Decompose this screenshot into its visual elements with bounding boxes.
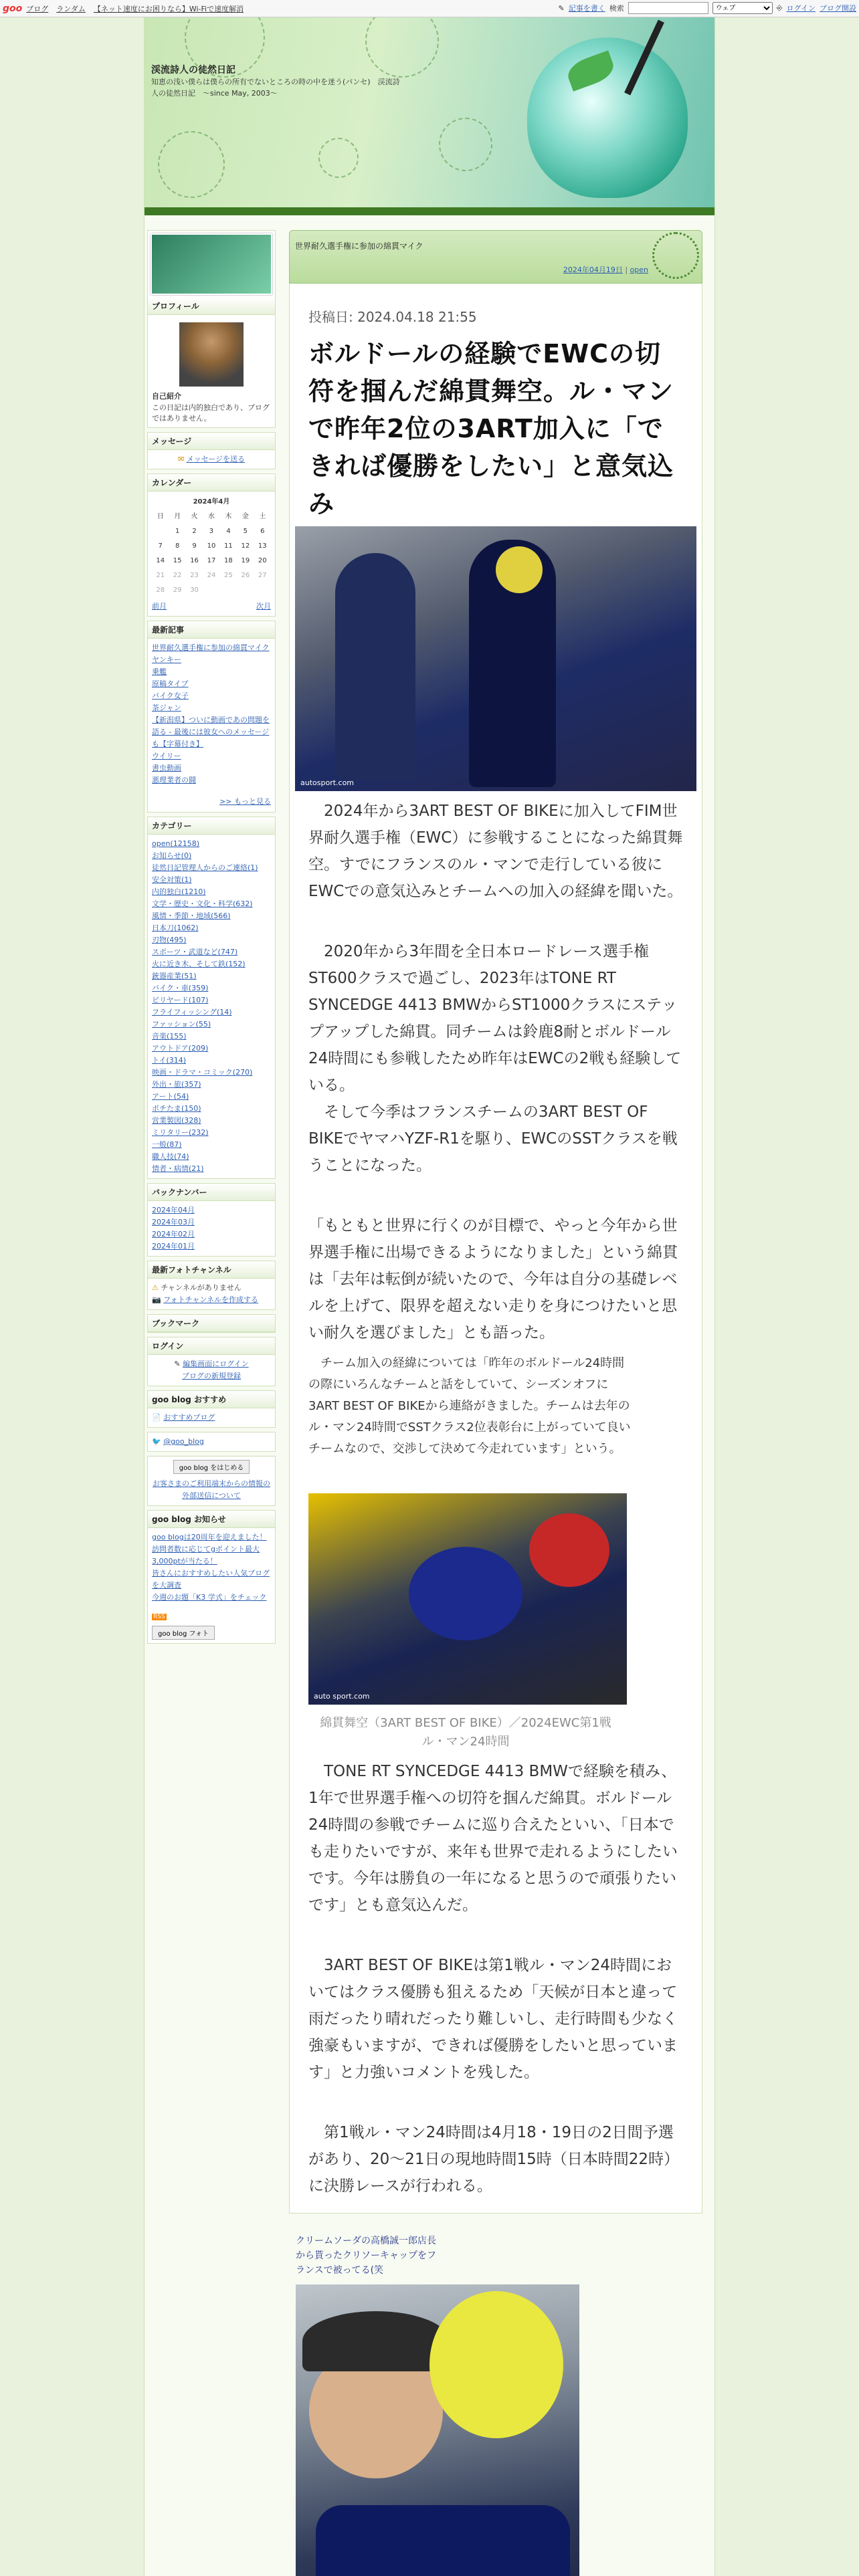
sidebar [147, 230, 276, 1648]
category-link[interactable]: 音楽(155) [152, 1032, 187, 1041]
search-input[interactable] [628, 2, 708, 14]
pencil-icon: ✎ [174, 1360, 181, 1368]
category-link[interactable]: 火に近き木、そして鉄(152) [152, 960, 246, 968]
site-title[interactable]: 渓流詩人の徒然日記 [151, 65, 235, 76]
race-bike-photo [308, 1493, 627, 1705]
blog-wrapper [144, 17, 715, 2576]
category-link[interactable]: 銃器産業(51) [152, 972, 197, 980]
calendar-day[interactable]: 13 [258, 542, 267, 550]
backnumber-box [147, 1183, 276, 1257]
new-blog-link[interactable]: ブログの新規登録 [182, 1372, 241, 1380]
message-heading: メッセージ [148, 433, 275, 450]
rival-bike-figure [529, 1513, 609, 1587]
category-box [147, 817, 276, 1179]
self-intro-text: この日記は内的独白であり、ブログではありません。 [152, 403, 270, 423]
category-link[interactable]: 徒然日記管理人からのご連絡(1) [152, 863, 258, 872]
ornament-graphic [439, 118, 492, 171]
calendar-day [152, 524, 169, 539]
calendar-day[interactable]: 9 [192, 542, 197, 550]
send-message-link[interactable]: メッセージを送る [186, 455, 246, 463]
entry-body [289, 284, 702, 2214]
bookmark-heading: ブックマーク [148, 1315, 275, 1332]
calendar-day [203, 583, 219, 598]
calendar-day[interactable]: 22 [173, 572, 182, 579]
calendar-heading: カレンダー [148, 474, 275, 492]
calendar-day[interactable]: 15 [173, 557, 182, 564]
profile-heading: プロフィール [148, 298, 275, 315]
article-paragraph: 第1戦ル・マン24時間は4月18・19日の2日間予選があり、20〜21日の現地時間15時（日本時間22時）に決勝レースが行われる。 [308, 2124, 680, 2195]
category-link[interactable]: トイ(314) [152, 1056, 187, 1065]
toolbar-link-blog[interactable]: ブログ [26, 4, 49, 13]
more-posts-link[interactable]: >> もっと見る [219, 797, 271, 806]
category-link[interactable]: お知らせ(0) [152, 851, 192, 860]
rider-photo [295, 526, 696, 791]
login-box [147, 1337, 276, 1386]
calendar-day[interactable]: 18 [224, 557, 233, 564]
start-goo-blog-button[interactable]: goo blog をはじめる [173, 1460, 250, 1474]
helmet-figure [430, 2291, 563, 2438]
toolbar-link-random[interactable]: ランダム [56, 4, 86, 13]
photo-channel-heading: 最新フォトチャンネル [148, 1261, 275, 1279]
calendar-day[interactable]: 1 [175, 528, 180, 535]
calendar-day[interactable]: 28 [156, 586, 165, 594]
login-heading: ログイン [148, 1337, 275, 1355]
write-article-link[interactable]: 記事を書く [568, 4, 605, 13]
recent-post-link[interactable]: 茶ジャン [152, 704, 181, 712]
notice-list [148, 1528, 275, 1607]
notice-link[interactable]: 今週のお題「K3 学式」をチェック [152, 1593, 267, 1602]
notice-link[interactable]: 皆さんにおすすめしたい人気ブログを大調査 [152, 1569, 270, 1590]
calendar-day [237, 583, 254, 598]
bookmark-box [147, 1314, 276, 1333]
calendar-day[interactable]: 29 [173, 586, 182, 594]
backnumber-link[interactable]: 2024年02月 [152, 1230, 195, 1239]
search-label: 検索 [609, 4, 624, 13]
category-link[interactable]: 外出・旅(357) [152, 1080, 201, 1089]
calendar-table [152, 495, 271, 598]
calendar-day[interactable]: 3 [209, 528, 214, 535]
recent-posts-list [148, 639, 275, 790]
category-link[interactable]: 営業製図(328) [152, 1116, 201, 1125]
article-headline: ボルドールの経験でEWCの切符を掴んだ綿貫舞空。ル・マンで昨年2位の3ART加入に「できれば優勝をしたい」と意気込み [308, 339, 674, 518]
photo-caption: 綿貫舞空（3ART BEST OF BIKE）／2024EWC第1戦ル・マン24時間 [320, 1716, 611, 1749]
category-link[interactable]: 文学・歴史・文化・科学(632) [152, 899, 253, 908]
avatar[interactable] [179, 322, 244, 387]
main-column [289, 230, 702, 2576]
category-link[interactable]: バイク・車(359) [152, 984, 209, 992]
backnumber-link[interactable]: 2024年01月 [152, 1242, 195, 1251]
calendar-day[interactable]: 20 [258, 557, 267, 564]
profile-banner-image[interactable] [151, 233, 272, 295]
calendar-day[interactable]: 7 [158, 542, 163, 550]
category-link[interactable]: 刃物(495) [152, 936, 187, 944]
site-description: 知恵の浅い僕らは僕らの所有でないところの時の中を迷う(パンセ) 渓流詩人の徒然日記 〜since May, 2003〜 [151, 78, 400, 98]
ornament-graphic [318, 138, 359, 178]
survey-link[interactable]: お客さまのご利用端末からの情報の外部送信について [153, 1479, 270, 1500]
profile-box [147, 230, 276, 428]
category-link[interactable]: フライフィッシング(14) [152, 1008, 232, 1016]
category-link[interactable]: ポチたま(150) [152, 1104, 201, 1113]
message-box [147, 432, 276, 469]
weekday-label: 金 [242, 513, 249, 520]
pencil-icon: ✎ [558, 3, 565, 13]
twitter-icon: 🐦 [152, 1437, 161, 1446]
goo-photo-button[interactable]: goo blog フォト [152, 1626, 215, 1640]
prev-month-link[interactable]: 前月 [152, 602, 167, 611]
category-link[interactable]: 職人技(74) [152, 1152, 189, 1161]
no-channel-text: チャンネルがありません [161, 1283, 242, 1292]
category-list [148, 835, 275, 1178]
search-scope-select[interactable] [712, 2, 773, 14]
person-figure [335, 553, 415, 780]
calendar-day[interactable]: 25 [224, 572, 233, 579]
category-link[interactable]: アート(54) [152, 1092, 189, 1101]
recent-post-link[interactable]: バイク女子 [152, 691, 189, 700]
weekday-label: 木 [225, 513, 232, 520]
calendar-day[interactable]: 5 [243, 528, 248, 535]
rss-icon[interactable]: RSS [153, 1614, 165, 1620]
photo-credit: autosport.com [300, 778, 355, 787]
category-link[interactable]: 映画・ドラマ・コミック(270) [152, 1068, 253, 1077]
blog-header [145, 17, 714, 211]
recent-post-link[interactable]: 世界耐久選手権に参加の綿貫マイク [152, 643, 270, 652]
ornament-graphic [158, 131, 225, 198]
post-date: 投稿日: 2024.04.18 21:55 [308, 309, 477, 325]
article-paragraph: 「もともと世界に行くのが目標で、やっと今年から世界選手権に出場できるようになりました」という綿貫は「去年は転倒が続いたので、今年は自分の基礎レベルを上げて、限界を超えない走りを身につけたいと思い耐久を選びました」とも語った。 [308, 1217, 678, 1341]
calendar-day[interactable]: 12 [241, 542, 250, 550]
recent-posts-box [147, 621, 276, 813]
recent-post-link[interactable]: 書虫動画 [152, 764, 181, 772]
mail-icon: ✉ [177, 455, 185, 463]
calendar-days [152, 524, 271, 598]
notice-link[interactable]: goo blogは20周年を迎えました！ [152, 1533, 267, 1541]
warning-icon: ⚠ [152, 1283, 159, 1292]
category-link[interactable]: 情者・病情(21) [152, 1164, 204, 1173]
edit-login-link[interactable]: 編集画面にログイン [183, 1360, 249, 1368]
article-paragraph: チーム加入の経緯については「昨年のボルドール24時間の際にいろんなチームと話をしていて、シーズンオフに3ART BEST OF BIKEから連絡がきました。チームは去年のル・マン24時間でSSTクラス2位表彰台に上がっていて良いチームなので、交渉して決めて今走れています」という。 [308, 1356, 631, 1456]
notice-heading: goo blog お知らせ [148, 1511, 275, 1528]
category-link[interactable]: ミリタリー(232) [152, 1128, 209, 1137]
weekday-label: 月 [174, 513, 181, 520]
recommend-link[interactable]: おすすめブログ [163, 1413, 215, 1422]
ornament-graphic [365, 17, 439, 78]
create-channel-link[interactable]: フォトチャンネルを作成する [163, 1295, 258, 1304]
calendar-day[interactable]: 27 [258, 572, 267, 579]
rider-portrait-photo [296, 2284, 579, 2576]
calendar-day [254, 583, 271, 598]
article-paragraph: 2020年から3年間を全日本ロードレース選手権ST600クラスで過ごし、2023年はTONE RT SYNCEDGE 4413 BMWからST1000クラスにステップアップした綿貫。同チームは鈴鹿8耐とボルドール24時間にも参戦したため昨年はEWCの2戦も経験している。 [308, 943, 682, 1094]
entry-category-link[interactable]: open [630, 265, 648, 274]
calendar-day[interactable]: 16 [190, 557, 199, 564]
notice-link[interactable]: 訪問者数に応じてgポイント最大3,000ptが当たる！ [152, 1545, 260, 1566]
calendar-day[interactable]: 6 [260, 528, 265, 535]
login-link[interactable]: ログイン [786, 4, 816, 13]
category-link[interactable]: ビリヤード(107) [152, 996, 209, 1004]
entry-date-link[interactable]: 2024年04月19日 [563, 265, 623, 274]
recent-posts-heading: 最新記事 [148, 621, 275, 639]
calendar-day[interactable]: 21 [156, 572, 165, 579]
calendar-day[interactable]: 2 [192, 528, 197, 535]
toolbar-link-ad[interactable]: 【ネット速度にお困りなら】Wi-Fiで速度解消 [93, 4, 244, 13]
category-link[interactable]: 日本刀(1062) [152, 924, 199, 932]
blogger-comment: クリームソーダの高橋誠一郎店長から貰ったクリソーキャップをフランスで被ってる(笑 [296, 2236, 436, 2276]
photo-channel-box [147, 1261, 276, 1310]
header-bar [145, 207, 714, 215]
article-paragraph: TONE RT SYNCEDGE 4413 BMWで経験を積み、1年で世界選手権への切符を掴んだ綿貫。ボルドール24時間の参戦でチームに巡り合えたといい、「日本でも走りたいですが、来年も世界で走れるようにしたいです。今年は勝負の一年になると思うので頑張りたいです」とも意気込んだ。 [308, 1763, 678, 1914]
calendar-day[interactable]: 24 [207, 572, 216, 579]
calendar-day[interactable]: 4 [226, 528, 231, 535]
calendar-day [220, 583, 237, 598]
blog-icon: 📄 [152, 1413, 161, 1422]
calendar-day[interactable]: 14 [156, 557, 165, 564]
cap-figure [302, 2311, 450, 2371]
backnumber-list [148, 1201, 275, 1256]
weekday-label: 土 [259, 513, 266, 520]
calendar-day[interactable]: 23 [190, 572, 199, 579]
category-link[interactable]: スポーツ・武道など(747) [152, 948, 238, 956]
race-suit-figure [316, 2505, 570, 2576]
category-link[interactable]: 風情・季節・地域(566) [152, 911, 231, 920]
calendar-day[interactable]: 11 [224, 542, 233, 550]
backnumber-link[interactable]: 2024年04月 [152, 1206, 195, 1214]
calendar-box [147, 473, 276, 617]
calendar-day[interactable]: 17 [207, 557, 216, 564]
category-link[interactable]: ファッション(55) [152, 1020, 211, 1029]
recent-post-link[interactable]: 乗艦 [152, 667, 167, 676]
weekday-label: 日 [157, 513, 164, 520]
twitter-box [147, 1432, 276, 1452]
recent-post-link[interactable]: ヤンキー [152, 655, 181, 664]
top-toolbar [0, 0, 859, 17]
category-link[interactable]: 一般(87) [152, 1140, 182, 1149]
category-link[interactable]: 内的独白(1210) [152, 887, 206, 896]
leaf-ornament-icon [652, 232, 699, 279]
goo-logo[interactable]: goo [3, 3, 23, 14]
calendar-day[interactable]: 10 [207, 542, 216, 550]
notice-box [147, 1510, 276, 1644]
backnumber-link[interactable]: 2024年03月 [152, 1218, 195, 1226]
recent-post-link[interactable]: 【新潟県】ついに動画であの問題を語る - 最後には彼女へのメッセージも【字幕付き】 [152, 716, 270, 748]
entry-meta: 2024年04月19日 | open [563, 265, 648, 274]
weekday-label: 火 [191, 513, 198, 520]
weekday-label: 水 [207, 513, 215, 520]
article-paragraph: 3ART BEST OF BIKEは第1戦ル・マン24時間においてはクラス優勝も狙えるため「天候が日本と違って雨だったり晴れだったり難しいし、走行時間も少なく強豪もいますが、できれば優勝をしたいと思っています」と力強いコメントを残した。 [308, 1957, 678, 2081]
category-link[interactable]: 安全対策(1) [152, 875, 192, 884]
recent-post-link[interactable]: 原稿タイプ [152, 679, 189, 688]
recent-post-link[interactable]: ウイリー [152, 752, 181, 760]
calendar-day[interactable]: 19 [241, 557, 250, 564]
entry-title[interactable]: 世界耐久選手権に参加の綿貫マイク [295, 241, 423, 251]
toolbar-right [559, 2, 856, 14]
category-link[interactable]: アウトドア(209) [152, 1044, 209, 1053]
motorcycle-figure [409, 1547, 522, 1640]
backnumber-heading: バックナンバー [148, 1184, 275, 1201]
goo-start-box [147, 1456, 276, 1506]
entry-header [289, 230, 702, 284]
category-heading: カテゴリー [148, 817, 275, 835]
calendar-month: 2024年4月 [193, 498, 230, 506]
helmet-figure [496, 546, 543, 593]
self-intro-label: 自己紹介 [152, 392, 181, 401]
recommend-box [147, 1390, 276, 1428]
photo-credit: auto sport.com [314, 1692, 370, 1701]
calendar-day[interactable]: 26 [241, 572, 250, 579]
recommend-heading: goo blog おすすめ [148, 1391, 275, 1408]
login-icon: ⎆ [776, 3, 783, 12]
open-blog-link[interactable]: ブログ開設 [820, 4, 856, 13]
article-paragraph: 2024年から3ART BEST OF BIKEに加入してFIM世界耐久選手権（EWC）に参戦することになった綿貫舞空。すでにフランスのル・マンで走行している彼にEWCでの意気込みとチームへの加入の経緯を聞いた。 [308, 802, 683, 900]
calendar-day[interactable]: 30 [190, 586, 199, 594]
article-paragraph: そして今季はフランスチームの3ART BEST OF BIKEでヤマハYZF-R1を駆り、EWCのSSTクラスを戦うことになった。 [308, 1103, 678, 1174]
recent-post-link[interactable]: 悪理業者の闘 [152, 776, 196, 784]
twitter-link[interactable]: @goo_blog [163, 1437, 204, 1446]
next-month-link[interactable]: 次月 [256, 602, 271, 611]
camera-icon: 📷 [152, 1295, 161, 1304]
category-link[interactable]: open(12158) [152, 839, 200, 848]
calendar-day[interactable]: 8 [175, 542, 180, 550]
